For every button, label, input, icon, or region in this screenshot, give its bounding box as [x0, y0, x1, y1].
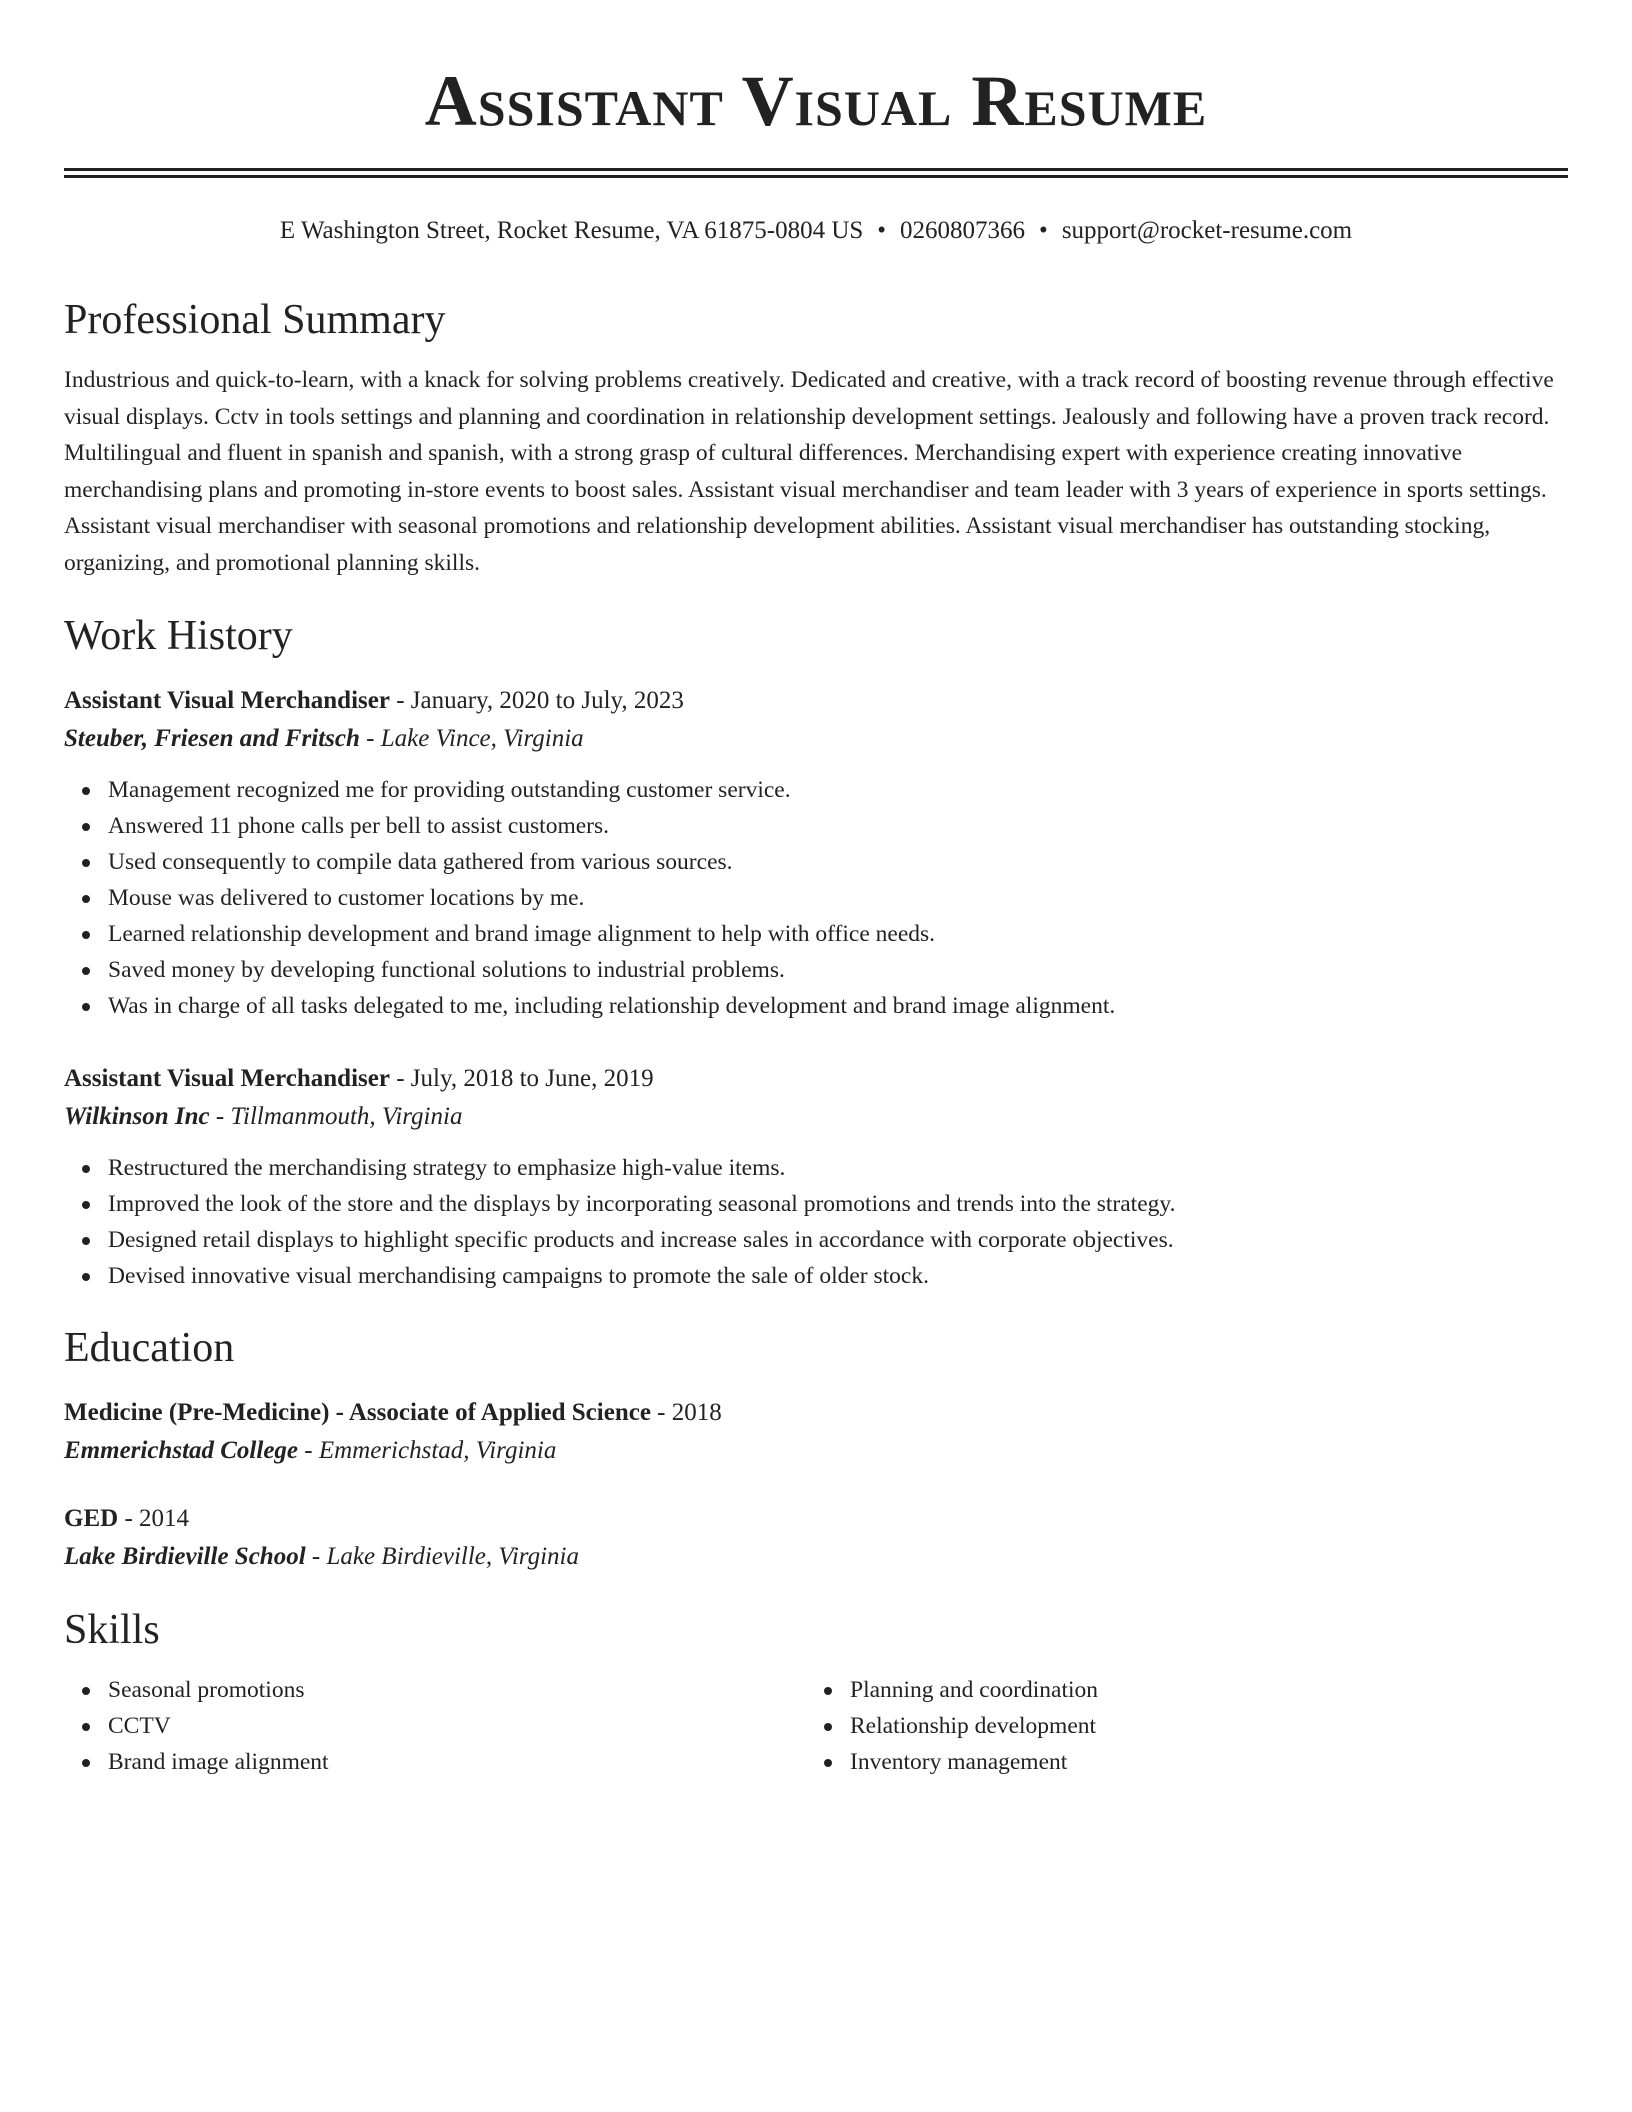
education-location: - Lake Birdieville, Virginia — [305, 1542, 579, 1570]
job-dates: - January, 2020 to July, 2023 — [389, 686, 684, 714]
bullet-icon — [824, 1759, 832, 1767]
bullet-icon — [82, 1723, 90, 1731]
bullet-icon — [82, 1003, 90, 1011]
education-year: - 2018 — [650, 1398, 722, 1426]
bullet-icon — [82, 895, 90, 903]
bullet-icon — [824, 1687, 832, 1695]
bullet-icon — [82, 787, 90, 795]
skill-item: CCTV — [108, 1708, 806, 1744]
bullet-icon — [824, 1723, 832, 1731]
title-divider — [64, 168, 1568, 178]
contact-phone: 0260807366 — [900, 217, 1026, 244]
bullet-icon — [82, 1759, 90, 1767]
bullet-icon — [82, 1165, 90, 1173]
bullet-icon — [82, 859, 90, 867]
job-bullets — [64, 1150, 1568, 1294]
list-item: Management recognized me for providing outstanding customer service. — [108, 772, 1568, 808]
list-item: Used consequently to compile data gathered from various sources. — [108, 844, 1568, 880]
list-item: Answered 11 phone calls per bell to assist customers. — [108, 808, 1568, 844]
education-school-line — [64, 1538, 1568, 1576]
education-degree: Medicine (Pre-Medicine) - Associate of Applied Science — [64, 1398, 651, 1426]
education-degree: GED — [64, 1504, 119, 1532]
education-degree-line — [64, 1394, 1568, 1432]
contact-separator: • — [1039, 217, 1048, 244]
contact-line — [64, 214, 1568, 248]
education-heading: Education — [64, 1324, 235, 1371]
job-title: Assistant Visual Merchandiser — [64, 1064, 390, 1092]
contact-separator: • — [877, 217, 887, 244]
list-item: Devised innovative visual merchandising campaigns to promote the sale of older stock. — [108, 1258, 1568, 1294]
summary-text: Industrious and quick-to-learn, with a knack for solving problems creatively. Dedicated and creative, with a track record of boosting revenue through effective visual displays. Cctv in tools settings and planning and coordination in relationship development settings. Jealously and following have a proven track record. Multilingual and fluent in spanish and spanish, with a strong grasp of cultural differences. Merchandising expert with experience creating innovative merchandising plans and promoting in-store events to boost sales. Assistant visual merchandiser and team leader with 3 years of experience in sports settings. Assistant visual merchandiser with seasonal promotions and relationship development abilities. Assistant visual merchandiser has outstanding stocking, organizing, and promotional planning skills. — [64, 367, 1554, 576]
job-company-line — [64, 1098, 1568, 1136]
education-school: Emmerichstad College — [64, 1436, 299, 1464]
job-dates: - July, 2018 to June, 2019 — [389, 1064, 654, 1092]
education-year: - 2014 — [118, 1504, 190, 1532]
skill-item: Planning and coordination — [850, 1672, 1548, 1708]
education-entry — [64, 1500, 1568, 1576]
bullet-icon — [82, 931, 90, 939]
skills-grid — [64, 1672, 1568, 1780]
job-title: Assistant Visual Merchandiser — [64, 686, 390, 714]
job-location: - Tillmanmouth, Virginia — [209, 1102, 463, 1130]
work-history-heading: Work History — [64, 612, 293, 659]
bullet-icon — [82, 823, 90, 831]
job-company: Steuber, Friesen and Fritsch — [64, 724, 360, 752]
bullet-icon — [82, 967, 90, 975]
job-company: Wilkinson Inc — [64, 1102, 210, 1130]
list-item: Mouse was delivered to customer locations by me. — [108, 880, 1568, 916]
list-item: Learned relationship development and brand image alignment to help with office needs. — [108, 916, 1568, 952]
job-entry — [64, 1060, 1568, 1294]
skill-item: Brand image alignment — [108, 1744, 806, 1780]
job-company-line — [64, 720, 1568, 758]
summary-heading: Professional Summary — [64, 297, 446, 343]
education-school: Lake Birdieville School — [64, 1542, 306, 1570]
list-item: Designed retail displays to highlight specific products and increase sales in accordance with corporate objectives. — [108, 1222, 1568, 1258]
skill-item: Relationship development — [850, 1708, 1548, 1744]
resume-title: Assistant Visual Resume — [424, 61, 1208, 141]
education-location: - Emmerichstad, Virginia — [298, 1436, 557, 1464]
job-bullets — [64, 772, 1568, 1024]
job-title-line — [64, 682, 1568, 720]
skill-item: Inventory management — [850, 1744, 1548, 1780]
list-item: Improved the look of the store and the displays by incorporating seasonal promotions and trends into the strategy. — [108, 1186, 1568, 1222]
list-item: Restructured the merchandising strategy to emphasize high-value items. — [108, 1150, 1568, 1186]
skill-item: Seasonal promotions — [108, 1672, 806, 1708]
skills-heading: Skills — [64, 1606, 160, 1653]
resume-page — [64, 0, 1568, 1780]
education-degree-line — [64, 1500, 1568, 1538]
job-entry — [64, 682, 1568, 1024]
skills-list — [64, 1672, 806, 1780]
list-item: Was in charge of all tasks delegated to me, including relationship development and brand image alignment. — [108, 988, 1568, 1024]
contact-email: support@rocket-resume.com — [1061, 217, 1353, 244]
bullet-icon — [82, 1687, 90, 1695]
job-location: - Lake Vince, Virginia — [359, 724, 584, 752]
contact-address: E Washington Street, Rocket Resume, VA 61875-0804 US — [279, 217, 864, 244]
job-title-line — [64, 1060, 1568, 1098]
skills-column-left — [64, 1672, 806, 1780]
skills-list — [806, 1672, 1548, 1780]
education-school-line — [64, 1432, 1568, 1470]
skills-column-right — [806, 1672, 1548, 1780]
bullet-icon — [82, 1201, 90, 1209]
bullet-icon — [82, 1237, 90, 1245]
bullet-icon — [82, 1273, 90, 1281]
list-item: Saved money by developing functional solutions to industrial problems. — [108, 952, 1568, 988]
education-entry — [64, 1394, 1568, 1470]
